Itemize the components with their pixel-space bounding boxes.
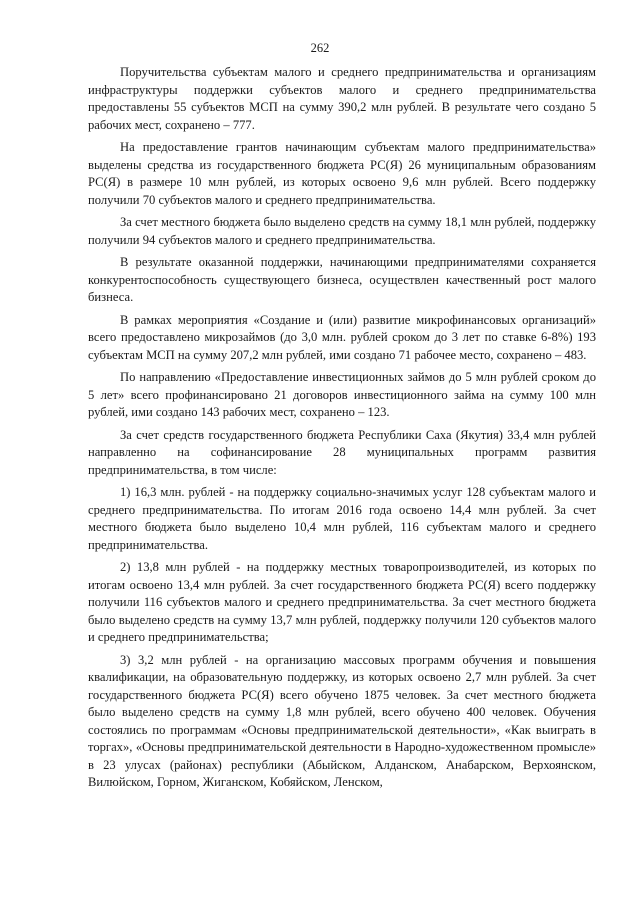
- paragraph-microloans: В рамках мероприятия «Создание и (или) развитие микрофинансовых организаций» всего предоставлено микрозаймов (до 3,0 млн. рублей сроком до 3 лет по ставке 6-8%) 193 субъектам МСП на сумму 207,2 млн рублей, ими создано 71 рабочее место, сохранено – 483.: [88, 312, 596, 362]
- list-item-2: 2) 13,8 млн рублей - на поддержку местных товаропроизводителей, из которых по итогам освоено 13,4 млн рублей. За счет государственного бюджета РС(Я) всего поддержку получили 116 субъектов малого и среднего предпринимательства. За счет местного бюджета было выделено средств на сумму 13,7 млн рублей, поддержку получили 120 субъектов малого и среднего предпринимательства;: [88, 560, 596, 644]
- paragraph-support-results: В результате оказанной поддержки, начинающими предпринимателями сохраняется конкурентоспособность существующего бизнеса, осуществлен качественный рост малого бизнеса.: [88, 255, 596, 304]
- paragraph-grants: На предоставление грантов начинающим субъектам малого предпринимательства» выделены средства из государственного бюджета РС(Я) 26 муниципальным образованиям РС(Я) в размере 10 млн рублей, из которых освоено 9,6 млн рублей. Всего поддержку получили 70 субъектов малого и среднего предпринимательства.: [88, 140, 596, 207]
- paragraph-state-budget: За счет средств государственного бюджета Республики Саха (Якутия) 33,4 млн рублей направленно на софинансирование 28 муниципальных программ развития предпринимательства, в том числе:: [88, 427, 596, 477]
- list-item-3: 3) 3,2 млн рублей - на организацию массовых программ обучения и повышения квалификации, на образовательную поддержку, из которых освоено 2,7 млн рублей. За счет государственного бюджета РС(Я) всего обучено 1875 человек. За счет местного бюджета было выделено средств на сумму 1,8 млн рублей, всего обучено 400 человек. Обучения состоялись по программам «Основы предпринимательской деятельности», «Как выиграть в торгах», «Основы предпринимательской деятельности в Народно-художественном промысле» в 23 улусах (районах) республики (Абыйском, Алданском, Анабарском, Верхоянском, Вилюйском, Горном, Жиганском, Кобяйском, Ленском,: [88, 652, 596, 789]
- paragraph-guarantees: Поручительства субъектам малого и среднего предпринимательства и организациям инфраструктуры поддержки субъектов малого и среднего предпринимательства предоставлены 55 субъектов МСП на сумму 390,2 млн рублей. В результате чего создано 5 рабочих мест, сохранено – 777.: [88, 65, 596, 132]
- paragraph-investment-loans: По направлению «Предоставление инвестиционных займов до 5 млн рублей сроком до 5 лет» всего профинансировано 21 договоров инвестиционного займа на сумму 100 млн рублей, ими создано 143 рабочих мест, сохранено – 123.: [88, 370, 596, 419]
- list-item-1: 1) 16,3 млн. рублей - на поддержку социально-значимых услуг 128 субъектам малого и среднего предпринимательства. По итогам 2016 года освоено 14,4 млн рублей. За счет местного бюджета было выделено 10,4 млн рублей, 116 субъектам малого и среднего предпринимательства.: [88, 485, 596, 552]
- paragraph-local-budget: За счет местного бюджета было выделено средств на сумму 18,1 млн рублей, поддержку получили 94 субъектов малого и среднего предпринимательства.: [88, 215, 596, 247]
- body-text: [88, 64, 596, 797]
- page-number: 262: [310, 41, 330, 55]
